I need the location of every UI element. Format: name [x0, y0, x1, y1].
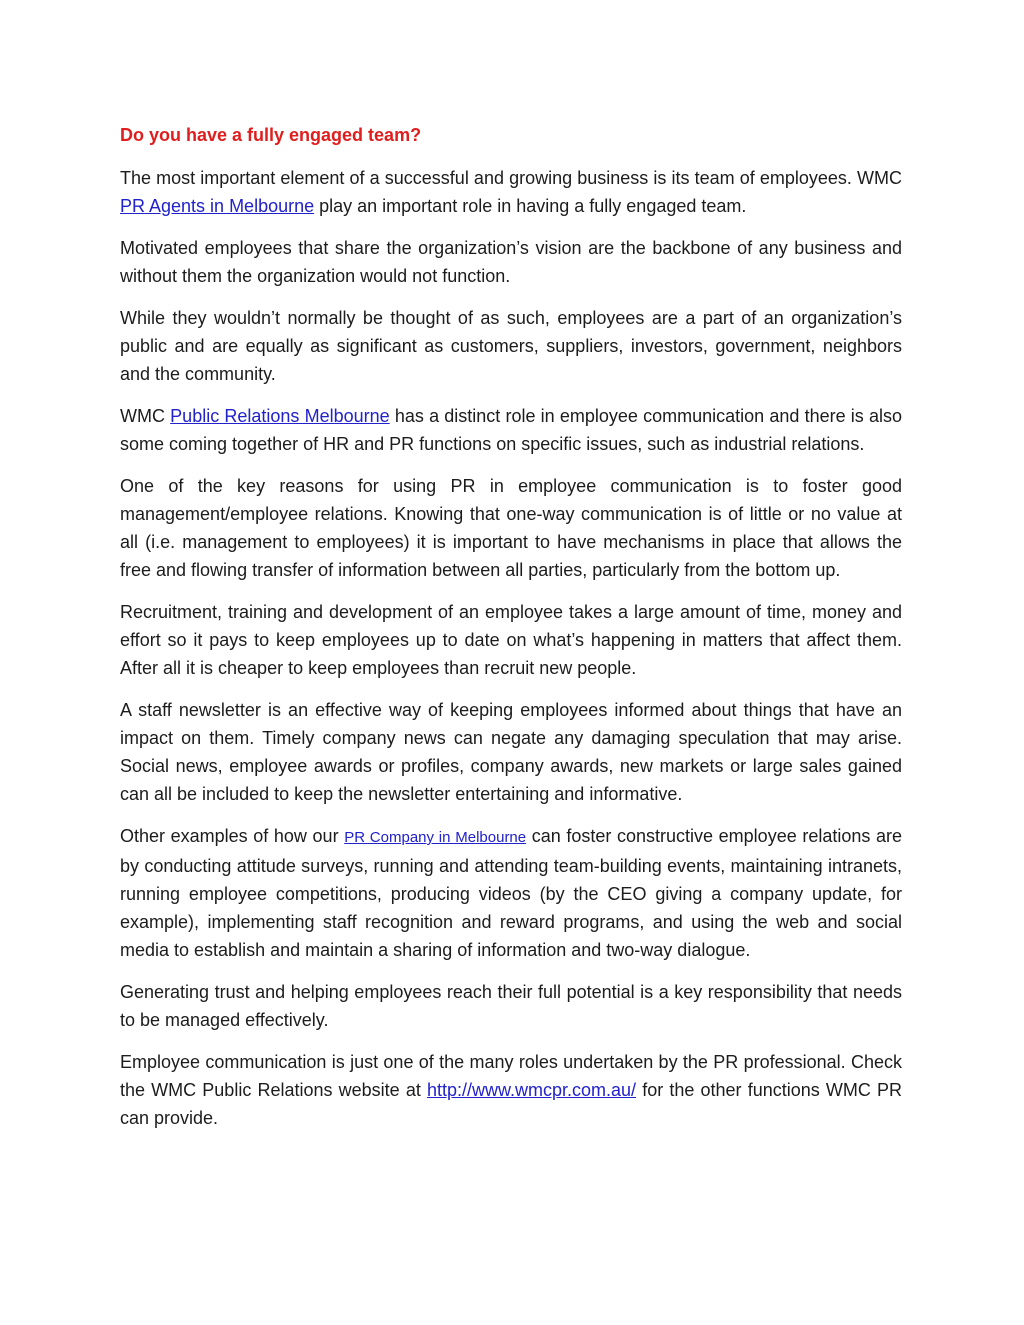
text-run: Employee communication is just one of the many roles undertaken by the PR professional. Check the WMC Public Relations website at [120, 1052, 902, 1100]
paragraph-1 [120, 164, 902, 220]
text-run: A staff newsletter is an effective way of keeping employees informed about things that have an impact on them. Timely company news can negate any damaging speculation that may arise. Social news, employee awards or profiles, company awards, new markets or large sales gained can all be included to keep the newsletter entertaining and informative. [120, 700, 902, 804]
text-run: has a distinct role in employee communication and there is also some coming together of HR and PR functions on specific issues, such as industrial relations. [120, 406, 902, 454]
paragraph-2 [120, 234, 902, 290]
document-page [120, 123, 902, 1146]
text-run: While they wouldn’t normally be thought of as such, employees are a part of an organization’s public and are equally as significant as customers, suppliers, investors, government, neighbors and the community. [120, 308, 902, 384]
paragraph-5 [120, 472, 902, 584]
paragraph-10 [120, 1048, 902, 1132]
text-run: Generating trust and helping employees reach their full potential is a key responsibility that needs to be managed effectively. [120, 982, 902, 1030]
link-public-relations-melbourne[interactable]: Public Relations Melbourne [170, 406, 390, 426]
paragraph-7 [120, 696, 902, 808]
paragraph-6 [120, 598, 902, 682]
paragraph-3 [120, 304, 902, 388]
text-run: for the other functions WMC PR can provide. [120, 1080, 903, 1128]
text-run: Recruitment, training and development of an employee takes a large amount of time, money and effort so it pays to keep employees up to date on what’s happening in matters that affect them. After all it is cheaper to keep employees than recruit new people. [120, 602, 902, 678]
text-run: One of the key reasons for using PR in employee communication is to foster good management/employee relations. Knowing that one-way communication is of little or no value at all (i.e. management to employees) it is important to have mechanisms in place that allows the free and flowing transfer of information between all parties, particularly from the bottom up. [120, 476, 902, 580]
text-run: WMC [120, 406, 171, 426]
text-run: The most important element of a successful and growing business is its team of employees. WMC [120, 168, 902, 188]
link-pr-agents-in-melbourne[interactable]: PR Agents in Melbourne [120, 196, 315, 216]
paragraph-8 [120, 822, 902, 964]
text-run: can foster constructive employee relations are by conducting attitude surveys, running and attending team-building events, maintaining intranets, running employee competitions, producing videos (by the CEO giving a company update, for example), implementing staff recognition and reward programs, and using the web and social media to establish and maintain a sharing of information and two-way dialogue. [120, 826, 902, 960]
link-wmcpr-website-url[interactable]: http://www.wmcpr.com.au/ [426, 1080, 637, 1100]
text-run: Other examples of how our [120, 826, 345, 846]
text-run: play an important role in having a fully engaged team. [314, 196, 747, 216]
paragraph-4 [120, 402, 902, 458]
page-title: Do you have a fully engaged team? [120, 125, 422, 145]
paragraph-9 [120, 978, 902, 1034]
link-pr-company-in-melbourne[interactable]: PR Company in Melbourne [344, 829, 527, 846]
text-run: Motivated employees that share the organization’s vision are the backbone of any business and without them the organization would not function. [120, 238, 902, 286]
